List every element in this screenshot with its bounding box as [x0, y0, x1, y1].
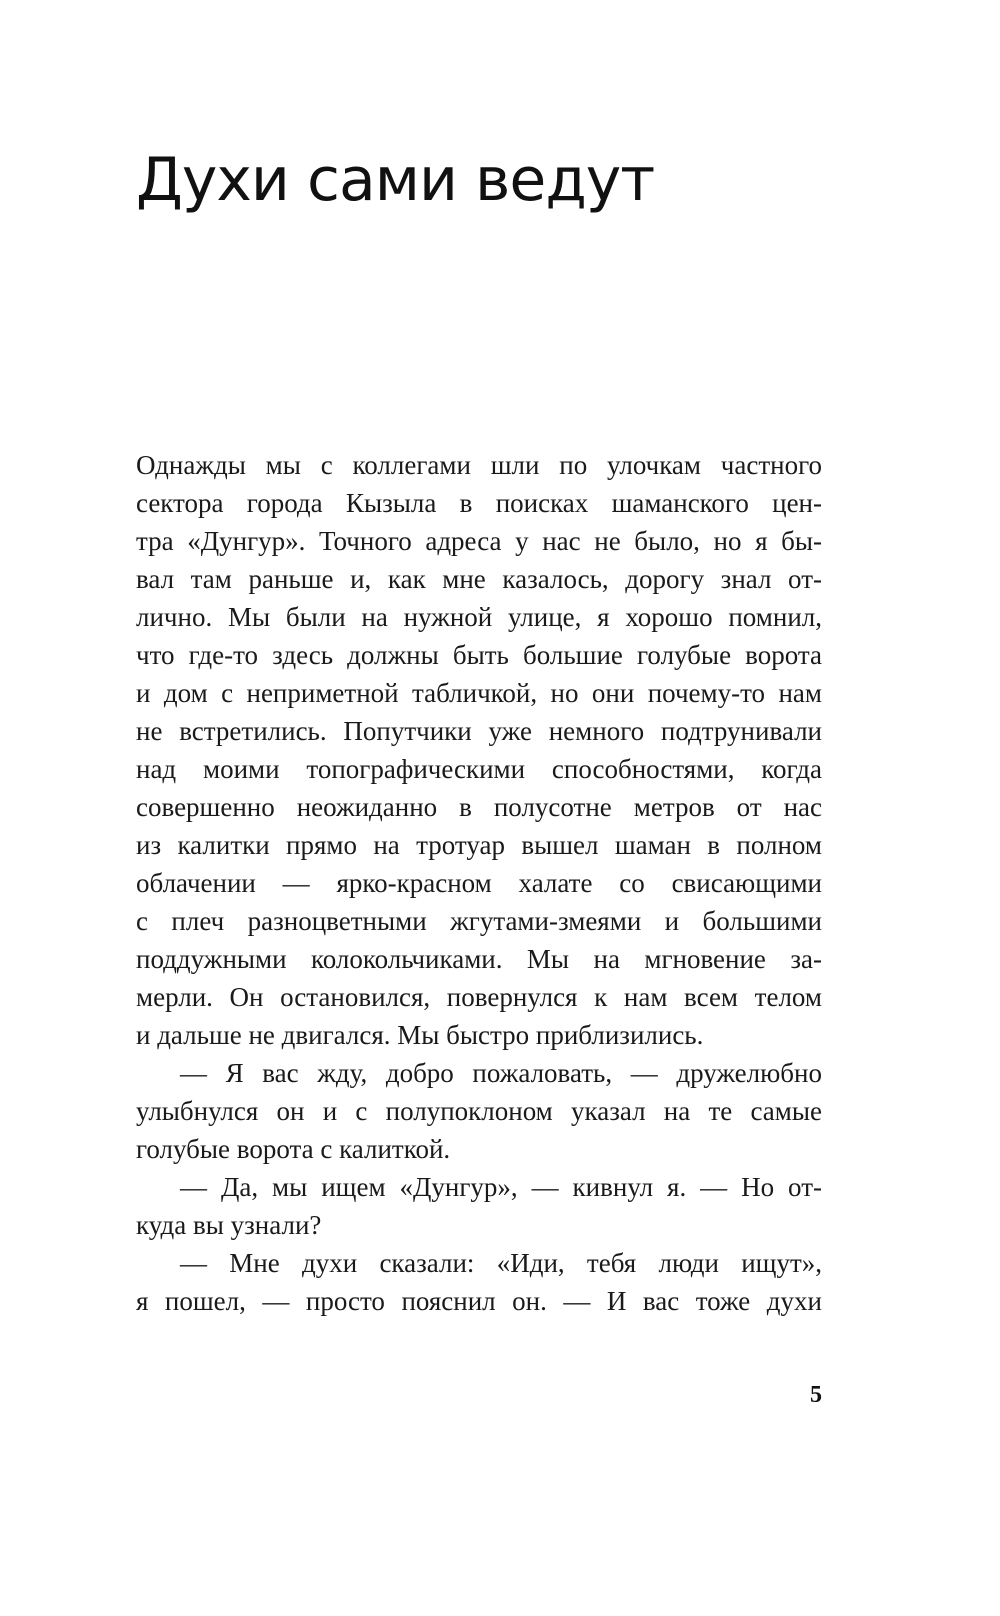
page-number: 5	[810, 1382, 822, 1408]
text-line: что где-то здесь должны быть большие голубые ворота	[136, 640, 822, 670]
text-line: и дальше не двигался. Мы быстро приблизились.	[136, 1020, 704, 1050]
text-line: мерли. Он остановился, повернулся к нам всем телом	[136, 982, 822, 1012]
dialogue-line: — Да, мы ищем «Дунгур», — кивнул я. — Но от-	[180, 1172, 822, 1202]
text-line: я пошел, — просто пояснил он. — И вас тоже духи	[136, 1286, 822, 1316]
text-line: вал там раньше и, как мне казалось, дорогу знал от-	[136, 564, 822, 594]
dialogue-line: — Я вас жду, добро пожаловать, — дружелюбно	[180, 1058, 822, 1088]
text-line: над моими топографическими способностями, когда	[136, 754, 822, 784]
text-line: куда вы узнали?	[136, 1210, 322, 1240]
text-line: и дом с неприметной табличкой, но они почему-то нам	[136, 678, 822, 708]
text-line: тра «Дунгур». Точного адреса у нас не было, но я бы-	[136, 526, 822, 556]
text-line: поддужными колокольчиками. Мы на мгновение за-	[136, 944, 822, 974]
dialogue-line: — Мне духи сказали: «Иди, тебя люди ищут»,	[180, 1248, 822, 1278]
text-line: лично. Мы были на нужной улице, я хорошо помнил,	[136, 602, 822, 632]
text-line: голубые ворота с калиткой.	[136, 1134, 451, 1164]
text-line: не встретились. Попутчики уже немного подтрунивали	[136, 716, 822, 746]
text-line: совершенно неожиданно в полусотне метров от нас	[136, 792, 822, 822]
text-line: Однажды мы с коллегами шли по улочкам частного	[136, 450, 822, 480]
text-line: облачении — ярко-красном халате со свисающими	[136, 868, 822, 898]
body-text	[136, 446, 822, 1320]
text-line: улыбнулся он и с полупоклоном указал на те самые	[136, 1096, 822, 1126]
chapter-title: Духи сами ведут	[136, 145, 655, 215]
text-line: из калитки прямо на тротуар вышел шаман в полном	[136, 830, 822, 860]
text-line: сектора города Кызыла в поисках шаманского цен-	[136, 488, 822, 518]
text-line: с плеч разноцветными жгутами-змеями и большими	[136, 906, 822, 936]
